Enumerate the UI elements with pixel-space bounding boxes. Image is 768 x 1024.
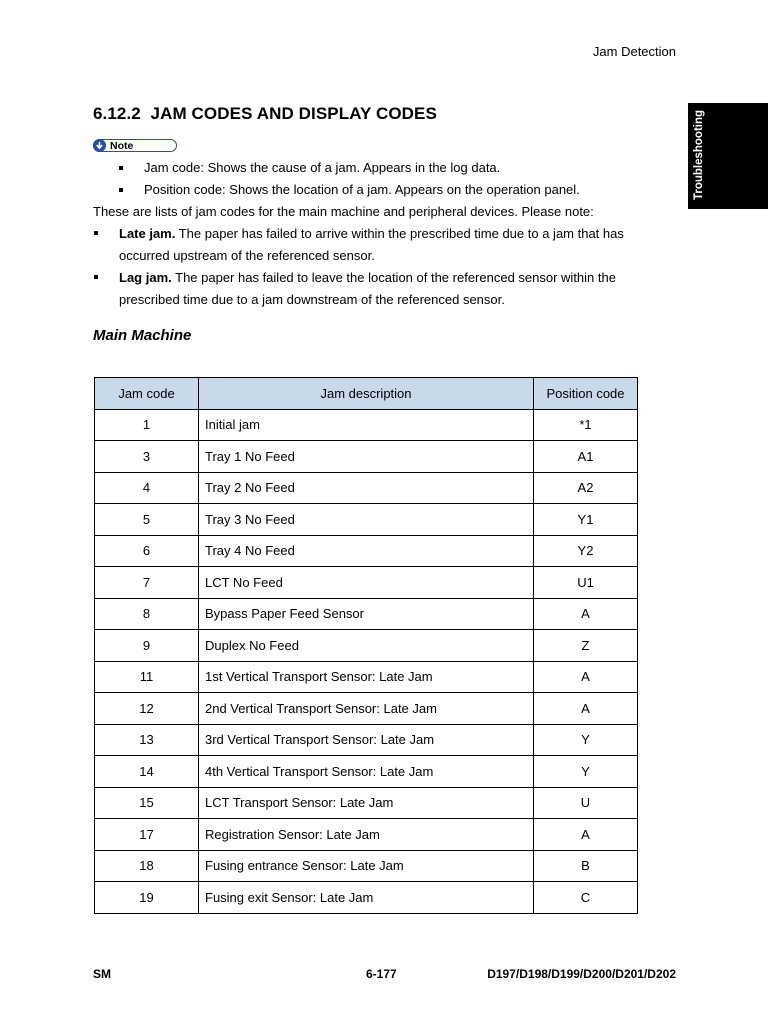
position-code-cell: Y1 (534, 504, 638, 536)
table-row (95, 535, 638, 567)
jam-code-cell: 3 (95, 441, 199, 473)
jam-code-cell: 1 (95, 409, 199, 441)
table-row (95, 504, 638, 536)
footer-left: SM (93, 967, 111, 981)
position-code-cell: A (534, 661, 638, 693)
jam-description-cell: LCT No Feed (199, 567, 534, 599)
subheading-main-machine: Main Machine (93, 327, 192, 344)
jam-code-cell: 15 (95, 787, 199, 819)
table-row (95, 472, 638, 504)
jam-description-cell: 2nd Vertical Transport Sensor: Late Jam (199, 693, 534, 725)
section-heading: JAM CODES AND DISPLAY CODES (150, 104, 437, 123)
jam-description-cell: Tray 2 No Feed (199, 472, 534, 504)
down-arrow-circle-icon (93, 139, 106, 152)
jam-code-cell: 5 (95, 504, 199, 536)
note-item: Position code: Shows the location of a jam. Appears on the operation panel. (144, 182, 580, 198)
table-row (95, 409, 638, 441)
table-row (95, 630, 638, 662)
jam-code-cell: 7 (95, 567, 199, 599)
position-code-cell: A2 (534, 472, 638, 504)
position-code-cell: B (534, 850, 638, 882)
table-row (95, 850, 638, 882)
bullet-icon (94, 231, 98, 235)
position-code-cell: C (534, 882, 638, 914)
jam-code-cell: 13 (95, 724, 199, 756)
table-row (95, 882, 638, 914)
jam-description-cell: Fusing exit Sensor: Late Jam (199, 882, 534, 914)
jam-description-cell: LCT Transport Sensor: Late Jam (199, 787, 534, 819)
bullet-icon (119, 188, 123, 192)
table-row (95, 819, 638, 851)
bullet-icon (119, 166, 123, 170)
position-code-cell: Y2 (534, 535, 638, 567)
jam-description-cell: 3rd Vertical Transport Sensor: Late Jam (199, 724, 534, 756)
position-code-cell: U1 (534, 567, 638, 599)
jam-code-cell: 8 (95, 598, 199, 630)
position-code-cell: A1 (534, 441, 638, 473)
jam-description-cell: Duplex No Feed (199, 630, 534, 662)
jam-description-cell: Tray 4 No Feed (199, 535, 534, 567)
jam-description-cell: Registration Sensor: Late Jam (199, 819, 534, 851)
position-code-cell: U (534, 787, 638, 819)
jam-code-cell: 18 (95, 850, 199, 882)
running-header: Jam Detection (592, 44, 676, 59)
jam-code-cell: 4 (95, 472, 199, 504)
jam-description-cell: Tray 3 No Feed (199, 504, 534, 536)
position-code-cell: A (534, 598, 638, 630)
column-header-jam-code: Jam code (95, 378, 199, 410)
position-code-cell: *1 (534, 409, 638, 441)
position-code-cell: A (534, 693, 638, 725)
position-code-cell: Z (534, 630, 638, 662)
position-code-cell: A (534, 819, 638, 851)
position-code-cell: Y (534, 756, 638, 788)
footer-model-codes: D197/D198/D199/D200/D201/D202 (487, 967, 676, 981)
jam-description-cell: 1st Vertical Transport Sensor: Late Jam (199, 661, 534, 693)
table-row (95, 598, 638, 630)
footer-page-number: 6-177 (366, 967, 397, 981)
jam-code-table (94, 377, 638, 914)
jam-description-cell: 4th Vertical Transport Sensor: Late Jam (199, 756, 534, 788)
jam-description-cell: Bypass Paper Feed Sensor (199, 598, 534, 630)
jam-code-cell: 19 (95, 882, 199, 914)
bullet-icon (94, 275, 98, 279)
jam-description-cell: Tray 1 No Feed (199, 441, 534, 473)
table-row (95, 756, 638, 788)
column-header-position-code: Position code (534, 378, 638, 410)
definition-lag-jam: Lag jam. The paper has failed to leave the location of the referenced sensor within the prescribed time due to a jam downstream of the referenced sensor. (119, 267, 679, 311)
table-row (95, 693, 638, 725)
jam-code-cell: 6 (95, 535, 199, 567)
section-number: 6.12.2 (93, 104, 141, 123)
table-row (95, 441, 638, 473)
note-item: Jam code: Shows the cause of a jam. Appears in the log data. (144, 160, 500, 176)
jam-code-cell: 9 (95, 630, 199, 662)
table-header-row (95, 378, 638, 410)
position-code-cell: Y (534, 724, 638, 756)
note-label: Note (110, 139, 134, 152)
table-row (95, 661, 638, 693)
side-tab-label: Troubleshooting (693, 109, 706, 201)
table-row (95, 724, 638, 756)
jam-description-cell: Fusing entrance Sensor: Late Jam (199, 850, 534, 882)
jam-code-cell: 11 (95, 661, 199, 693)
intro-paragraph: These are lists of jam codes for the main machine and peripheral devices. Please note: (93, 204, 594, 219)
definition-late-jam: Late jam. The paper has failed to arrive within the prescribed time due to a jam that has occurred upstream of the referenced sensor. (119, 223, 679, 267)
jam-code-cell: 17 (95, 819, 199, 851)
side-tab (688, 103, 768, 209)
jam-description-cell: Initial jam (199, 409, 534, 441)
jam-code-cell: 14 (95, 756, 199, 788)
definition-term: Late jam. (119, 226, 176, 241)
section-title (93, 104, 437, 124)
table-row (95, 567, 638, 599)
table-row (95, 787, 638, 819)
definition-term: Lag jam. (119, 270, 172, 285)
column-header-jam-description: Jam description (199, 378, 534, 410)
note-badge (93, 139, 177, 152)
jam-code-cell: 12 (95, 693, 199, 725)
